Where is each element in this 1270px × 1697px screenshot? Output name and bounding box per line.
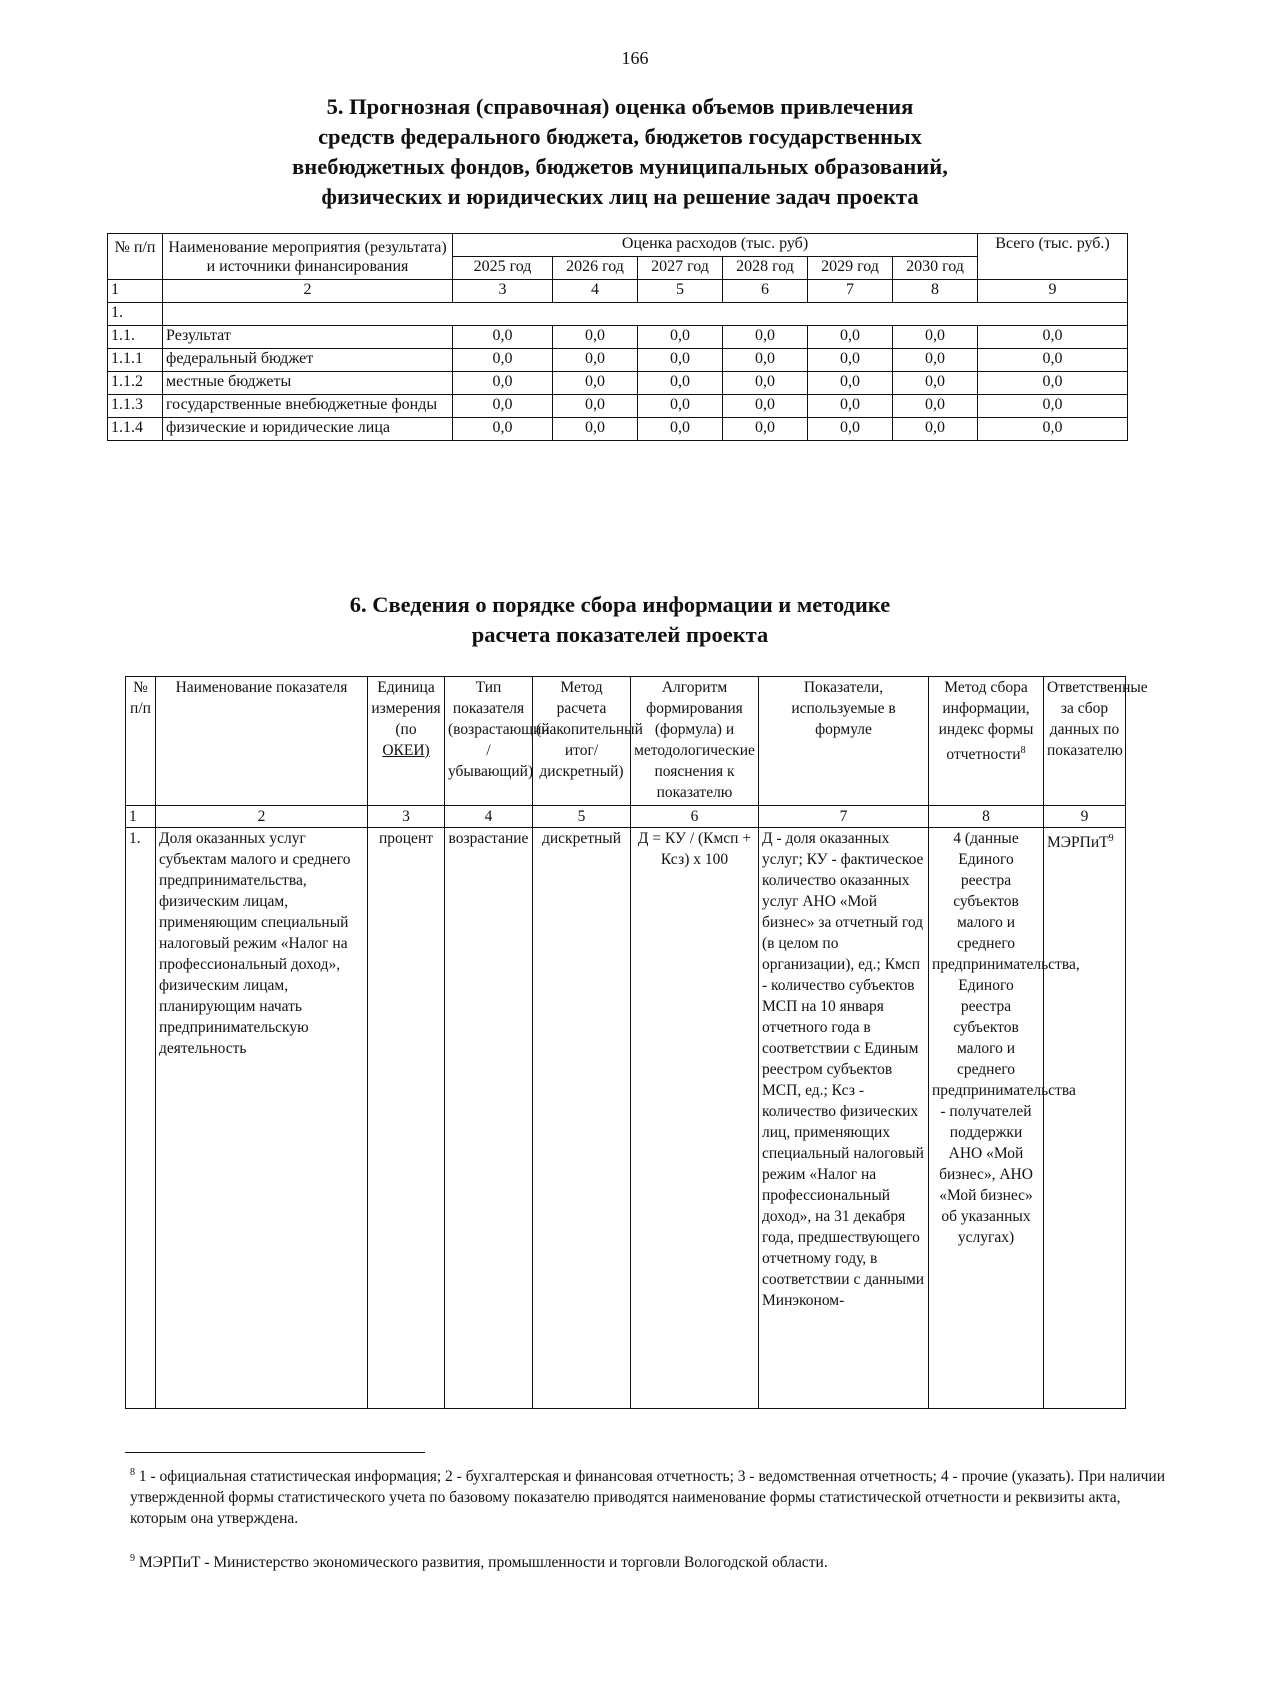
header-total: Всего (тыс. руб.)	[978, 234, 1128, 280]
row-name: местные бюджеты	[163, 372, 453, 395]
header-year: 2026 год	[553, 257, 638, 280]
indicator-name: Доля оказанных услуг субъектам малого и среднего предпринимательства, физическим лицам, применяющим специальный налоговый режим «Налог на профессиональный доход», физическим лицам, планирующим начать предпринимательскую деятельность	[156, 828, 368, 1409]
column-number: 6	[723, 280, 808, 303]
row-name	[163, 303, 1128, 326]
header-year: 2030 год	[893, 257, 978, 280]
header-num: № п/п	[108, 234, 163, 280]
column-number: 4	[553, 280, 638, 303]
okei-link[interactable]: ОКЕИ)	[382, 742, 430, 759]
header-name: Наименование мероприятия (результата) и источники финансирования	[163, 234, 453, 280]
value-cell: 0,0	[723, 395, 808, 418]
value-cell: 0,0	[553, 326, 638, 349]
header-indicator-name: Наименование показателя	[156, 677, 368, 806]
section-6-title-line: 6. Сведения о порядке сбора информации и методике	[349, 592, 891, 617]
value-cell: 0,0	[638, 326, 723, 349]
value-cell: 0,0	[638, 418, 723, 441]
column-number: 8	[929, 806, 1044, 828]
value-cell: 0,0	[638, 395, 723, 418]
funding-table	[107, 233, 1128, 441]
table-row	[108, 326, 1128, 349]
header-unit	[368, 677, 445, 806]
section-5-title-line: внебюджетных фондов, бюджетов муниципальных образований,	[292, 154, 948, 179]
column-number: 1	[108, 280, 163, 303]
column-number: 5	[638, 280, 723, 303]
page-number: 166	[621, 48, 649, 68]
value-cell: 0,0	[978, 349, 1128, 372]
footnote-separator	[125, 1452, 425, 1453]
row-name: физические и юридические лица	[163, 418, 453, 441]
value-cell: 0,0	[453, 372, 553, 395]
value-cell: 0,0	[638, 349, 723, 372]
indicator-collection-method: 4 (данные Единого реестра субъектов малого и среднего предпринимательства, Единого реестра субъектов малого и среднего предпринимательства - получателей поддержки АНО «Мой бизнес», АНО «Мой бизнес» об указанных услугах)	[929, 828, 1044, 1409]
footnote-8	[130, 1462, 1170, 1529]
value-cell: 0,0	[808, 326, 893, 349]
indicator-method: дискретный	[533, 828, 631, 1409]
value-cell: 0,0	[638, 372, 723, 395]
header-year: 2028 год	[723, 257, 808, 280]
row-num: 1.	[108, 303, 163, 326]
footnote-mark: 9	[130, 1553, 135, 1564]
column-number: 1	[126, 806, 156, 828]
indicator-components: Д - доля оказанных услуг; КУ - фактическое количество оказанных услуг АНО «Мой бизнес» за отчетный год (в целом по организации), ед.; Кмсп - количество субъектов МСП на 10 января отчетного года в соответствии с Единым реестром субъектов МСП, ед.; Ксз - количество физических лиц, применяющих специальный налоговый режим «Налог на профессиональный доход», на 31 декабря года, предшествующего отчетному году, в соответствии с данными Минэконом-	[759, 828, 929, 1409]
column-number: 9	[1044, 806, 1126, 828]
header-collection-text: Метод сбора информации, индекс формы отчетности	[938, 679, 1034, 764]
value-cell: 0,0	[723, 326, 808, 349]
footnote-text: МЭРПиТ - Министерство экономического развития, промышленности и торговли Вологодской области.	[138, 1554, 828, 1572]
header-collection-method	[929, 677, 1044, 806]
column-number: 2	[156, 806, 368, 828]
section-6-title-line: расчета показателей проекта	[471, 622, 769, 647]
row-name: федеральный бюджет	[163, 349, 453, 372]
value-cell: 0,0	[893, 349, 978, 372]
indicators-table	[125, 676, 1148, 1409]
value-cell: 0,0	[978, 395, 1128, 418]
section-5-title	[230, 92, 1010, 212]
row-num: 1.1.3	[108, 395, 163, 418]
responsible-text: МЭРПиТ	[1047, 834, 1109, 852]
value-cell: 0,0	[808, 372, 893, 395]
indicator-responsible	[1044, 828, 1126, 1409]
header-indicators-used: Показатели, используемые в формуле	[759, 677, 929, 806]
value-cell: 0,0	[453, 395, 553, 418]
table-row	[108, 349, 1128, 372]
footnote-ref: 8	[1020, 745, 1026, 756]
row-name: Результат	[163, 326, 453, 349]
header-algorithm: Алгоритм формирования (формула) и методологические пояснения к показателю	[631, 677, 759, 806]
header-unit-text: Единица измерения (по	[371, 679, 441, 738]
header-year: 2025 год	[453, 257, 553, 280]
indicator-formula: Д = КУ / (Кмсп + Ксз) х 100	[631, 828, 759, 1409]
footnote-text: 1 - официальная статистическая информация; 2 - бухгалтерская и финансовая отчетность; 3 - ведомственная отчетность; 4 - прочие (указать). При наличии утвержденной формы статистического учета по базовому показателю приводятся наименование формы статистической отчетности и реквизиты акта, которым она утверждена.	[130, 1468, 1166, 1528]
section-5-title-line: физических и юридических лиц на решение задач проекта	[321, 184, 919, 209]
header-responsible: Ответственные за сбор данных по показателю	[1044, 677, 1126, 806]
value-cell: 0,0	[553, 372, 638, 395]
table-row	[126, 828, 1126, 1409]
row-num: 1.	[126, 828, 156, 1409]
value-cell: 0,0	[978, 418, 1128, 441]
footnote-ref: 9	[1108, 833, 1114, 844]
column-number: 9	[978, 280, 1128, 303]
value-cell: 0,0	[893, 326, 978, 349]
value-cell: 0,0	[808, 395, 893, 418]
row-name: государственные внебюджетные фонды	[163, 395, 453, 418]
value-cell: 0,0	[978, 372, 1128, 395]
column-number: 3	[368, 806, 445, 828]
header-type: Тип показателя (возрастающий / убывающий)	[445, 677, 533, 806]
value-cell: 0,0	[553, 418, 638, 441]
value-cell: 0,0	[893, 418, 978, 441]
value-cell: 0,0	[893, 395, 978, 418]
indicator-unit: процент	[368, 828, 445, 1409]
value-cell: 0,0	[893, 372, 978, 395]
value-cell: 0,0	[553, 395, 638, 418]
column-number: 7	[808, 280, 893, 303]
column-number: 7	[759, 806, 929, 828]
footnote-mark: 8	[130, 1467, 135, 1478]
value-cell: 0,0	[453, 418, 553, 441]
header-expenses-group: Оценка расходов (тыс. руб)	[453, 234, 978, 257]
value-cell: 0,0	[723, 418, 808, 441]
table-row	[108, 418, 1128, 441]
row-num: 1.1.2	[108, 372, 163, 395]
value-cell: 0,0	[808, 349, 893, 372]
column-number: 6	[631, 806, 759, 828]
column-number: 5	[533, 806, 631, 828]
table-row	[108, 303, 1128, 326]
column-number: 2	[163, 280, 453, 303]
header-num: № п/п	[126, 677, 156, 806]
header-year: 2029 год	[808, 257, 893, 280]
header-method: Метод расчета (накопительный итог/дискретный)	[533, 677, 631, 806]
section-5-title-line: средств федерального бюджета, бюджетов государственных	[318, 124, 922, 149]
table-row	[108, 372, 1128, 395]
value-cell: 0,0	[453, 326, 553, 349]
value-cell: 0,0	[723, 349, 808, 372]
table-row	[108, 395, 1128, 418]
value-cell: 0,0	[553, 349, 638, 372]
row-num: 1.1.1	[108, 349, 163, 372]
column-number: 4	[445, 806, 533, 828]
value-cell: 0,0	[978, 326, 1128, 349]
section-6-title	[310, 590, 930, 650]
footnote-9	[130, 1548, 1170, 1573]
row-num: 1.1.4	[108, 418, 163, 441]
column-number: 3	[453, 280, 553, 303]
value-cell: 0,0	[453, 349, 553, 372]
value-cell: 0,0	[808, 418, 893, 441]
column-number: 8	[893, 280, 978, 303]
row-num: 1.1.	[108, 326, 163, 349]
indicator-type: возрастание	[445, 828, 533, 1409]
section-5-title-line: 5. Прогнозная (справочная) оценка объемов привлечения	[326, 94, 914, 119]
header-year: 2027 год	[638, 257, 723, 280]
value-cell: 0,0	[723, 372, 808, 395]
